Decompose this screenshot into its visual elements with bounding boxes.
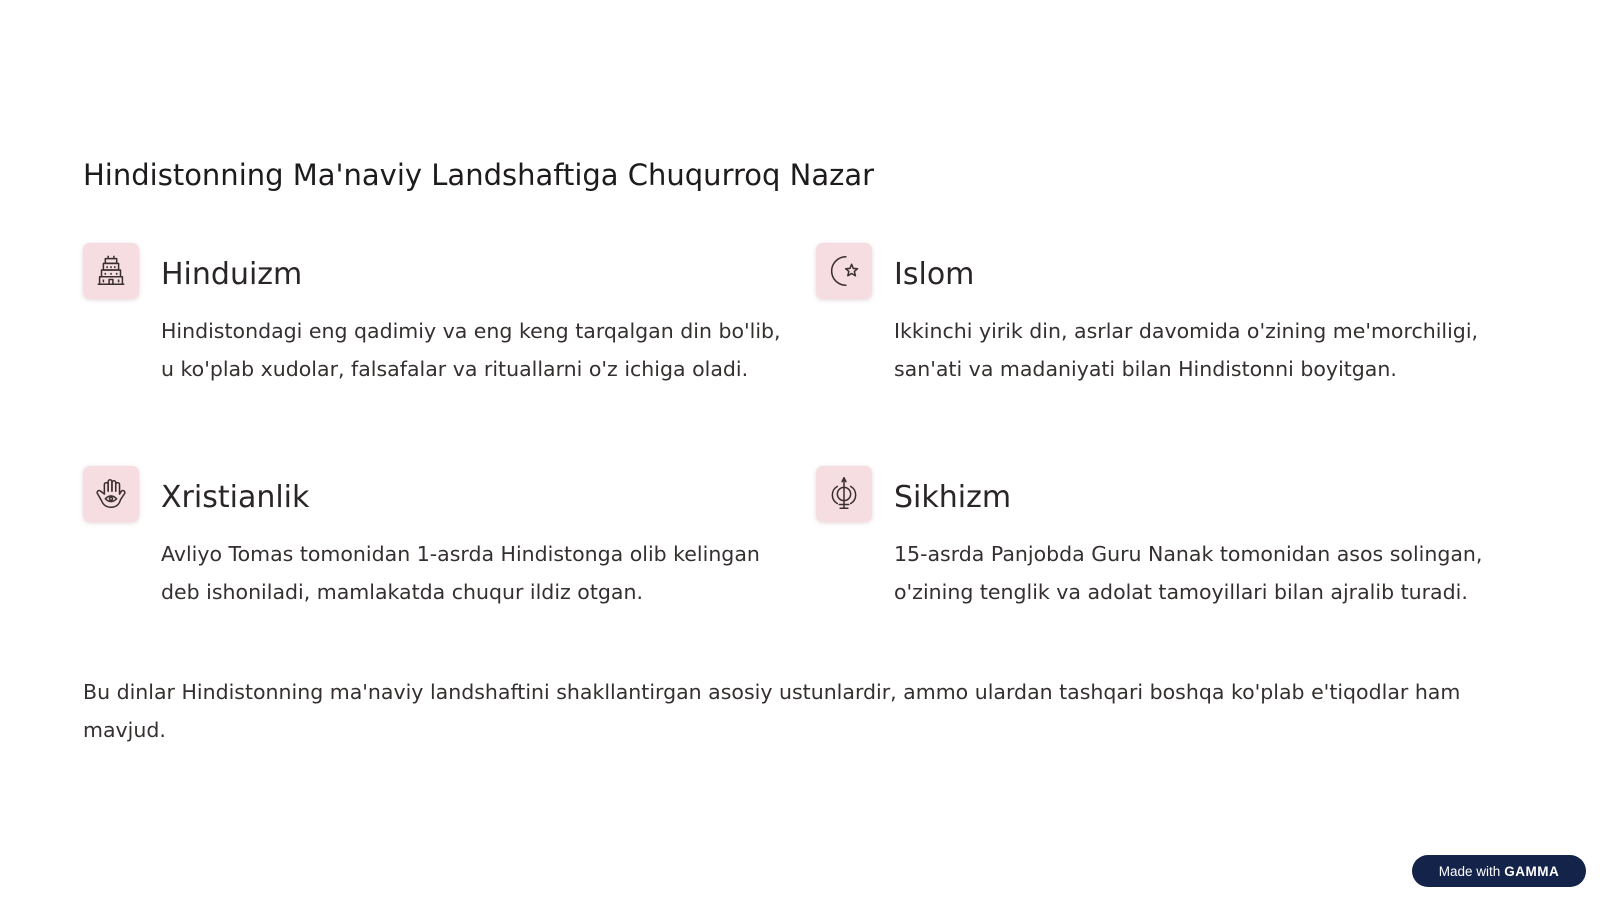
card-heading: Sikhizm xyxy=(894,480,1012,515)
card-text: Avliyo Tomas tomonidan 1-asrda Hindistonga olib kelingan deb ishoniladi, mamlakatda chuqur ildiz otgan. xyxy=(161,542,760,604)
card-text: Ikkinchi yirik din, asrlar davomida o'zining me'morchiligi, san'ati va madaniyati bilan Hindistonni boyitgan. xyxy=(894,319,1479,381)
temple-icon xyxy=(83,243,139,299)
card-text: 15-asrda Panjobda Guru Nanak tomonidan asos solingan, o'zining tenglik va adolat tamoyillari bilan ajralib turadi. xyxy=(894,542,1483,604)
hamsa-hand-icon xyxy=(83,466,139,522)
card-sikhism xyxy=(816,466,1483,646)
card-islam xyxy=(816,243,1479,423)
card-heading: Hinduizm xyxy=(161,257,303,292)
card-hinduism xyxy=(83,243,781,423)
page-title: Hindistonning Ma'naviy Landshaftiga Chuqurroq Nazar xyxy=(83,158,875,192)
card-heading: Xristianlik xyxy=(161,480,310,515)
card-text: Hindistondagi eng qadimiy va eng keng tarqalgan din bo'lib, u ko'plab xudolar, falsafalar va rituallarni o'z ichiga oladi. xyxy=(161,319,781,381)
card-christianity xyxy=(83,466,760,616)
crescent-star-icon xyxy=(816,243,872,299)
gamma-logo: GAMMA xyxy=(1504,863,1560,879)
made-with-gamma-badge[interactable] xyxy=(1412,855,1586,887)
badge-prefix: Made with xyxy=(1438,863,1501,879)
summary-text: Bu dinlar Hindistonning ma'naviy landshaftini shakllantirgan asosiy ustunlardir, ammo ulardan tashqari boshqa ko'plab e'tiqodlar ham mavjud. xyxy=(83,680,1461,742)
card-heading: Islom xyxy=(894,257,975,292)
khanda-icon xyxy=(816,466,872,522)
